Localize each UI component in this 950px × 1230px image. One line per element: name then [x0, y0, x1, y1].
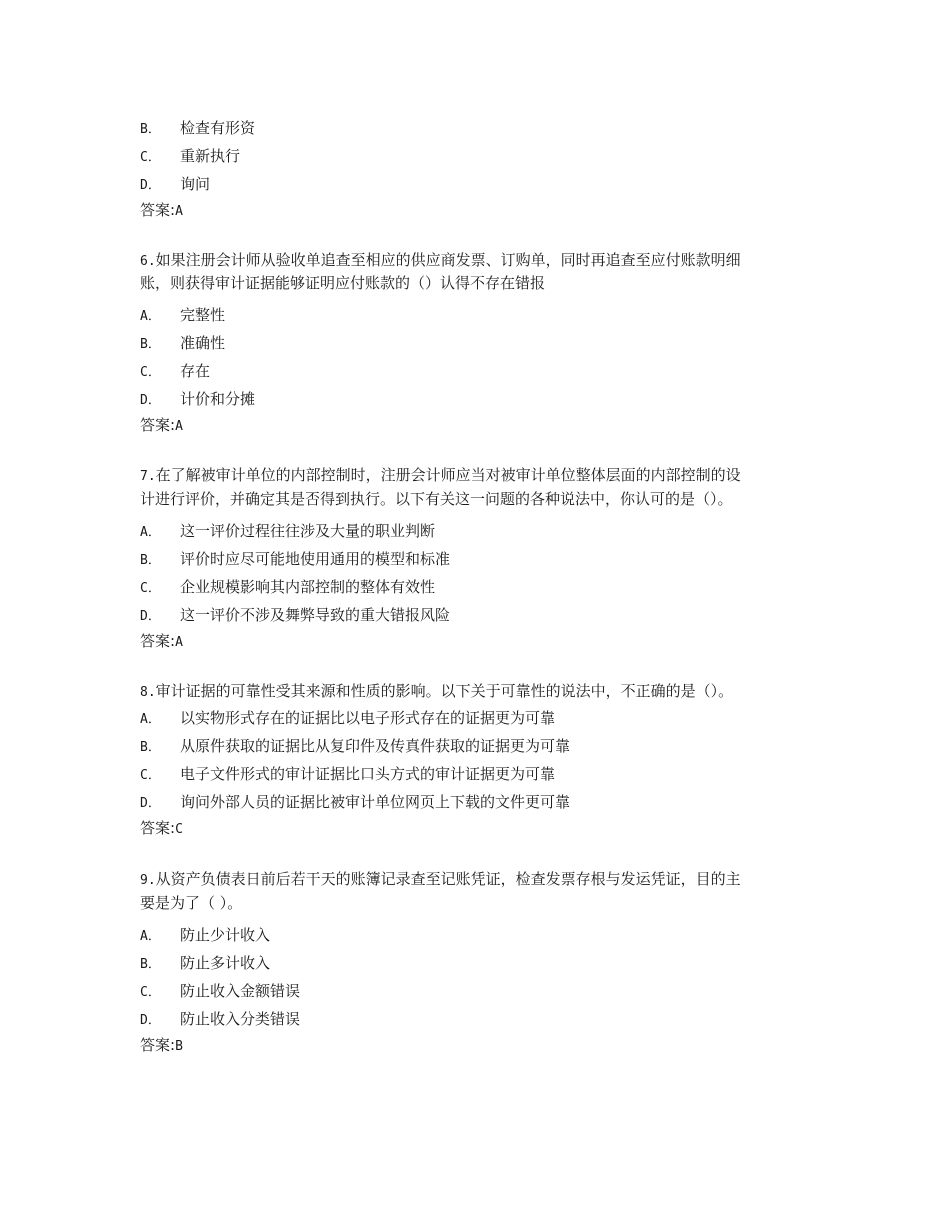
answer-value: A: [175, 204, 183, 219]
q8-answer: [140, 818, 183, 840]
option-text: 以实物形式存在的证据比以电子形式存在的证据更为可靠: [180, 709, 556, 727]
answer-value: C: [175, 822, 183, 837]
q7-option-c: [140, 577, 435, 599]
q8-stem-line1: [140, 681, 733, 703]
q7-stem-line1: [140, 465, 741, 487]
option-text: 防止收入金额错误: [180, 982, 301, 1000]
option-letter: D．: [140, 1013, 161, 1028]
option-letter: A．: [140, 712, 161, 727]
q6-option-c: [140, 361, 210, 383]
question-text: 审计证据的可靠性受其来源和性质的影响。以下关于可靠性的说法中，不正确的是（）。: [155, 682, 734, 700]
option-text: 电子文件形式的审计证据比口头方式的审计证据更为可靠: [180, 765, 556, 783]
option-text: 准确性: [180, 334, 226, 352]
question-text: 从资产负债表日前后若干天的账簿记录查至记账凭证，检查发票存根与发运凭证，目的主: [155, 870, 741, 888]
question-number: 7.: [140, 469, 156, 484]
option-text: 询问外部人员的证据比被审计单位网页上下载的文件更可靠: [180, 793, 571, 811]
question-number: 9.: [140, 873, 156, 888]
option-text: 存在: [180, 362, 211, 380]
option-letter: C．: [140, 150, 161, 165]
answer-value: A: [175, 635, 183, 650]
option-letter: D．: [140, 609, 161, 624]
option-letter: B．: [140, 553, 161, 568]
answer-label: 答案:: [140, 632, 176, 650]
option-letter: A．: [140, 525, 161, 540]
q8-option-b: [140, 736, 570, 758]
option-text: 完整性: [180, 306, 226, 324]
option-letter: A．: [140, 309, 161, 324]
q9-stem-line2: [140, 893, 242, 913]
question-text: 要是为了（ ）。: [140, 894, 243, 912]
q6-option-b: [140, 333, 225, 355]
question-text: 计进行评价，并确定其是否得到执行。以下有关这一问题的各种说法中，你认可的是（）。: [140, 490, 733, 508]
question-number: 6.: [140, 254, 156, 269]
q5-answer: [140, 200, 183, 222]
option-letter: B．: [140, 957, 161, 972]
q8-option-d: [140, 792, 570, 814]
option-text: 防止收入分类错误: [180, 1010, 301, 1028]
option-letter: B．: [140, 337, 161, 352]
option-text: 重新执行: [180, 147, 241, 165]
answer-label: 答案:: [140, 201, 176, 219]
answer-label: 答案:: [140, 416, 176, 434]
question-text: 账，则获得审计证据能够证明应付账款的（）认得不存在错报: [140, 274, 546, 292]
q7-answer: [140, 631, 183, 653]
q7-option-d: [140, 605, 450, 627]
q7-option-a: [140, 521, 435, 543]
q8-option-a: [140, 708, 555, 730]
question-text: 如果注册会计师从验收单追查至相应的供应商发票、订购单，同时再追查至应付账款明细: [155, 251, 741, 269]
q5-option-b: [140, 118, 255, 140]
q6-stem-line2: [140, 273, 545, 293]
question-text: 在了解被审计单位的内部控制时，注册会计师应当对被审计单位整体层面的内部控制的设: [155, 466, 741, 484]
option-text: 防止多计收入: [180, 954, 271, 972]
option-text: 防止少计收入: [180, 926, 271, 944]
option-letter: B．: [140, 740, 161, 755]
answer-label: 答案:: [140, 819, 176, 837]
q9-option-a: [140, 925, 270, 947]
option-letter: C．: [140, 768, 161, 783]
answer-label: 答案:: [140, 1036, 176, 1054]
q8-option-c: [140, 764, 555, 786]
option-text: 从原件获取的证据比从复印件及传真件获取的证据更为可靠: [180, 737, 571, 755]
option-text: 评价时应尽可能地使用通用的模型和标准: [180, 550, 451, 568]
option-text: 企业规模影响其内部控制的整体有效性: [180, 578, 436, 596]
option-text: 询问: [180, 175, 211, 193]
q9-option-c: [140, 981, 300, 1003]
option-letter: B．: [140, 122, 161, 137]
option-text: 计价和分摊: [180, 390, 256, 408]
q5-option-c: [140, 146, 240, 168]
answer-value: A: [175, 419, 183, 434]
q9-stem-line1: [140, 869, 741, 891]
question-number: 8.: [140, 685, 156, 700]
option-letter: C．: [140, 581, 161, 596]
answer-value: B: [175, 1039, 183, 1054]
option-letter: C．: [140, 985, 161, 1000]
q6-option-a: [140, 305, 225, 327]
option-letter: D．: [140, 796, 161, 811]
option-letter: A．: [140, 929, 161, 944]
q5-option-d: [140, 174, 210, 196]
q9-option-b: [140, 953, 270, 975]
q6-answer: [140, 415, 183, 437]
q9-answer: [140, 1035, 183, 1057]
q6-option-d: [140, 389, 255, 411]
option-text: 这一评价过程往往涉及大量的职业判断: [180, 522, 436, 540]
option-letter: D．: [140, 393, 161, 408]
option-letter: C．: [140, 365, 161, 380]
q7-stem-line2: [140, 489, 733, 509]
q9-option-d: [140, 1009, 300, 1031]
q6-stem-line1: [140, 250, 741, 272]
option-text: 检查有形资: [180, 119, 256, 137]
option-text: 这一评价不涉及舞弊导致的重大错报风险: [180, 606, 451, 624]
q7-option-b: [140, 549, 450, 571]
option-letter: D．: [140, 178, 161, 193]
